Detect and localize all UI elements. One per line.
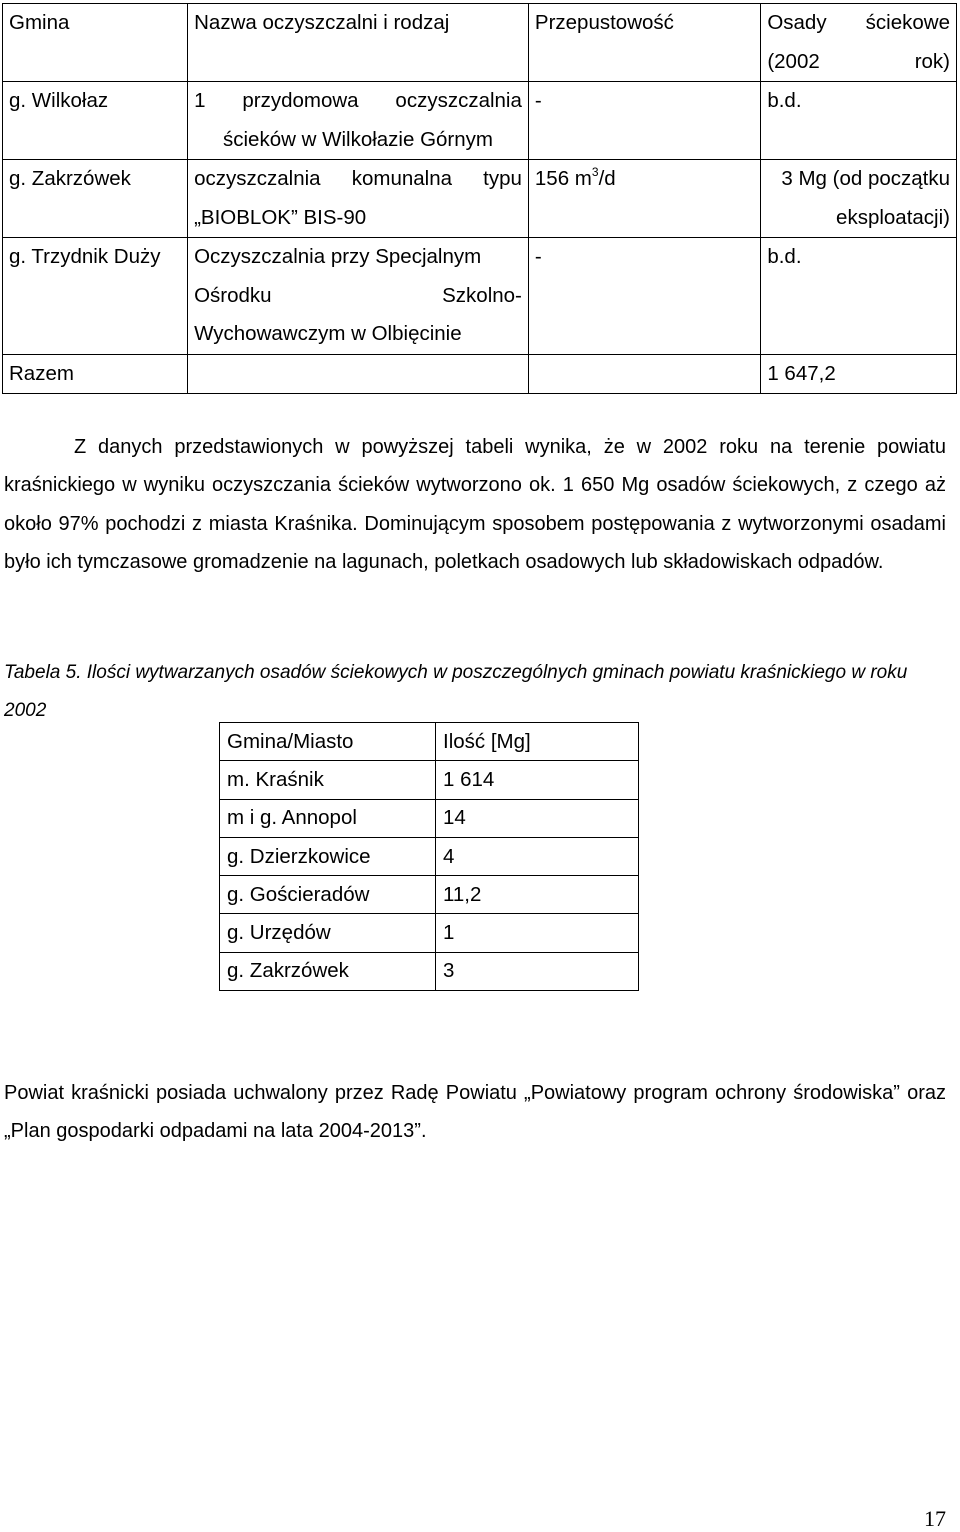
sludge-cell	[761, 160, 957, 238]
table-row	[220, 837, 639, 875]
amount-cell: 1	[436, 914, 639, 952]
gmina-cell: m. Kraśnik	[220, 761, 436, 799]
header-cell: Ilość [Mg]	[436, 723, 639, 761]
table-row	[3, 238, 957, 355]
amount-cell: 4	[436, 837, 639, 875]
plant-name-line: Oczyszczalnia przy Specjalnym	[194, 245, 482, 268]
capacity-unit: /d	[598, 167, 616, 190]
amount-cell: 3	[436, 952, 639, 990]
header-cell: Gmina/Miasto	[220, 723, 436, 761]
sludge-line: 3 Mg (od początku	[781, 167, 950, 190]
total-row	[3, 354, 957, 394]
summary-paragraph	[4, 428, 946, 582]
table-header-row	[3, 4, 957, 82]
total-value: 1 647,2	[761, 354, 957, 394]
capacity-value: -	[534, 245, 542, 268]
plant-name-line: ścieków w Wilkołazie Górnym	[223, 127, 493, 151]
header-cell: Gmina	[3, 4, 188, 82]
plant-name-line: Ośrodku Szkolno-	[194, 283, 522, 307]
header-sludge-label: Osady ściekowe (2002 rok)	[767, 11, 950, 73]
capacity-value: -	[534, 89, 542, 112]
plant-name-line: 1 przydomowa oczyszczalnia	[194, 89, 522, 112]
page-number: 17	[924, 1506, 946, 1531]
plant-name-cell	[188, 160, 529, 238]
plant-name-line: Wychowawczym w Olbięcinie	[194, 322, 462, 345]
table-row	[220, 952, 639, 990]
table-row	[3, 160, 957, 238]
sludge-cell	[761, 238, 957, 355]
table-row	[220, 799, 639, 837]
gmina-cell: g. Dzierzkowice	[220, 837, 436, 875]
total-label: Razem	[3, 354, 188, 394]
gmina-cell: g. Gościeradów	[220, 876, 436, 914]
table-row	[220, 914, 639, 952]
capacity-cell	[528, 160, 760, 238]
empty-cell	[528, 354, 760, 394]
summary-paragraph-text: Z danych przedstawionych w powyższej tabeli wynika, że w 2002 roku na terenie powiatu kraśnickiego w wyniku oczyszczania ścieków wytworzono ok. 1 650 Mg osadów ściekowych, z czego aż około 97% pochodzi z miasta Kraśnika. Dominującym sposobem postępowania z wytworzonymi osadami było ich tymczasowe gromadzenie na lagunach, poletkach osadowych lub składowiskach odpadów.	[4, 436, 946, 574]
header-cell: Przepustowość	[528, 4, 760, 82]
gmina-cell: g. Wilkołaz	[3, 82, 188, 160]
gmina-cell: m i g. Annopol	[220, 799, 436, 837]
capacity-value: 156 m	[534, 167, 592, 190]
table-row	[220, 876, 639, 914]
capacity-exponent: 3	[591, 165, 599, 180]
amount-cell: 1 614	[436, 761, 639, 799]
sludge-line: eksploatacji)	[836, 205, 950, 229]
capacity-cell	[528, 238, 760, 355]
programs-paragraph: Powiat kraśnicki posiada uchwalony przez Radę Powiatu „Powiatowy program ochrony środowiska” oraz „Plan gospodarki odpadami na lata 2004-2013”.	[4, 1082, 946, 1143]
sludge-by-gmina-table	[219, 722, 639, 991]
sludge-line: b.d.	[767, 245, 802, 268]
gmina-cell: g. Trzydnik Duży	[3, 238, 188, 355]
gmina-cell: g. Zakrzówek	[220, 952, 436, 990]
amount-cell: 11,2	[436, 876, 639, 914]
gmina-cell: g. Zakrzówek	[3, 160, 188, 238]
header-cell	[761, 4, 957, 82]
sludge-cell	[761, 82, 957, 160]
amount-cell: 14	[436, 799, 639, 837]
table-header-row	[220, 723, 639, 761]
table-row	[220, 761, 639, 799]
header-cell: Nazwa oczyszczalni i rodzaj	[188, 4, 529, 82]
plant-name-line: oczyszczalnia komunalna typu	[194, 167, 522, 190]
table-row	[3, 82, 957, 160]
plant-name-cell	[188, 82, 529, 160]
capacity-cell	[528, 82, 760, 160]
empty-cell	[188, 354, 529, 394]
wastewater-plants-table	[2, 3, 957, 394]
plant-name-cell	[188, 238, 529, 355]
plant-name-line: „BIOBLOK” BIS-90	[194, 205, 367, 229]
table-caption: Tabela 5. Ilości wytwarzanych osadów ściekowych w poszczególnych gminach powiatu kraśnickiego w roku 2002	[4, 662, 908, 721]
gmina-cell: g. Urzędów	[220, 914, 436, 952]
sludge-line: b.d.	[767, 89, 802, 112]
